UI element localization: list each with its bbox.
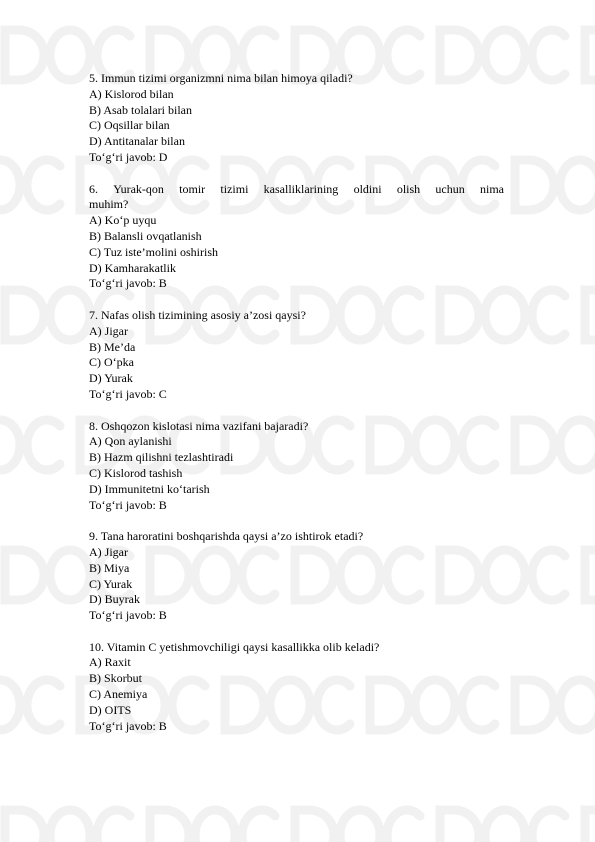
watermark-glyph [27,680,60,730]
watermark-glyph [585,810,595,842]
correct-answer: To‘g‘ri javob: C [89,386,167,401]
qword: uchun [435,181,465,196]
question-block [89,419,504,514]
watermark-glyph [50,810,90,842]
option-d: D) Buyrak [89,592,140,607]
watermark-glyph [242,810,275,842]
qword: nima [480,181,504,196]
qword: tizimi [220,181,249,196]
correct-answer: To‘g‘ri javob: D [89,149,168,164]
correct-answer: To‘g‘ri javob: B [89,608,167,623]
watermark-glyph [560,420,595,470]
watermark-glyph [485,810,525,842]
question-block [89,71,504,166]
watermark-glyph [50,550,90,600]
option-b: B) Balansli ovqatlanish [89,228,202,243]
watermark-glyph [50,290,90,340]
question-text-line-1 [89,182,504,198]
watermark-glyph [5,550,44,600]
option-a: A) Kislorod bilan [89,86,174,101]
watermark-glyph [5,810,44,842]
watermark-glyph [50,30,90,80]
quiz-content [89,71,504,750]
question-block [89,529,504,624]
question-text: 9. Tana haroratini boshqarishda qaysi a’zo ishtirok etadi? [89,529,364,544]
watermark-glyph [515,160,554,210]
question-text: 5. Immun tizimi organizmni nima bilan himoya qiladi? [89,71,353,85]
watermark-glyph [27,420,60,470]
watermark-glyph [515,680,554,730]
watermark-glyph [515,420,554,470]
watermark-glyph [585,550,595,600]
correct-answer: To‘g‘ri javob: B [89,718,167,733]
option-d: D) OITS [89,702,132,717]
option-d: D) Immunitetni ko‘tarish [89,481,210,496]
watermark-glyph [532,810,565,842]
option-b: B) Asab tolalari bilan [89,102,192,117]
qword: olish [396,181,421,196]
watermark-glyph [150,810,189,842]
qword: tomir [179,181,206,196]
watermark-glyph [5,290,44,340]
watermark-glyph [387,810,420,842]
correct-answer: To‘g‘ri javob: B [89,276,167,291]
watermark-glyph [27,160,60,210]
correct-answer: To‘g‘ri javob: B [89,497,167,512]
question-block [89,308,504,403]
qword: oldini [353,181,382,196]
watermark-glyph [340,810,380,842]
option-d: D) Antitanalar bilan [89,134,185,149]
question-text: 7. Nafas olish tizimining asosiy a’zosi qaysi? [89,307,306,322]
option-b: B) Miya [89,560,130,575]
option-c: C) Kislorod tashish [89,465,183,480]
option-c: C) Oqsillar bilan [89,118,170,133]
watermark-glyph [0,680,20,730]
watermark-glyph [5,30,44,80]
watermark-glyph [440,810,479,842]
option-b: B) Me’da [89,339,136,354]
question-block [89,640,504,735]
question-text [89,182,504,214]
option-c: C) Yurak [89,576,133,591]
question-text-line-2: muhim? [89,197,129,212]
watermark-glyph [560,680,595,730]
qword: Yurak-qon [113,181,164,196]
option-c: C) O‘pka [89,355,134,370]
option-d: D) Yurak [89,371,133,386]
watermark-glyph [0,160,20,210]
watermark-glyph [532,30,565,80]
option-a: A) Ko‘p uyqu [89,213,157,228]
watermark-glyph [295,810,334,842]
option-a: A) Raxit [89,655,131,670]
option-a: A) Jigar [89,544,128,559]
watermark-glyph [532,550,565,600]
qword: kasalliklarining [263,181,339,196]
question-text: 8. Oshqozon kislotasi nima vazifani bajaradi? [89,418,309,433]
watermark-glyph [0,420,20,470]
watermark-glyph [585,290,595,340]
qword: 6. [89,181,98,196]
option-c: C) Tuz iste’molini oshirish [89,244,219,259]
option-d: D) Kamharakatlik [89,260,176,275]
option-a: A) Jigar [89,323,128,338]
option-b: B) Hazm qilishni tezlashtiradi [89,450,234,465]
watermark-glyph [195,810,235,842]
watermark-glyph [560,160,595,210]
question-block [89,182,504,293]
watermark-glyph [97,810,130,842]
question-text: 10. Vitamin C yetishmovchiligi qaysi kasallikka olib keladi? [89,639,380,654]
watermark-glyph [585,30,595,80]
option-a: A) Qon aylanishi [89,434,172,449]
option-c: C) Anemiya [89,687,148,702]
watermark-glyph [532,290,565,340]
option-b: B) Skorbut [89,671,143,686]
